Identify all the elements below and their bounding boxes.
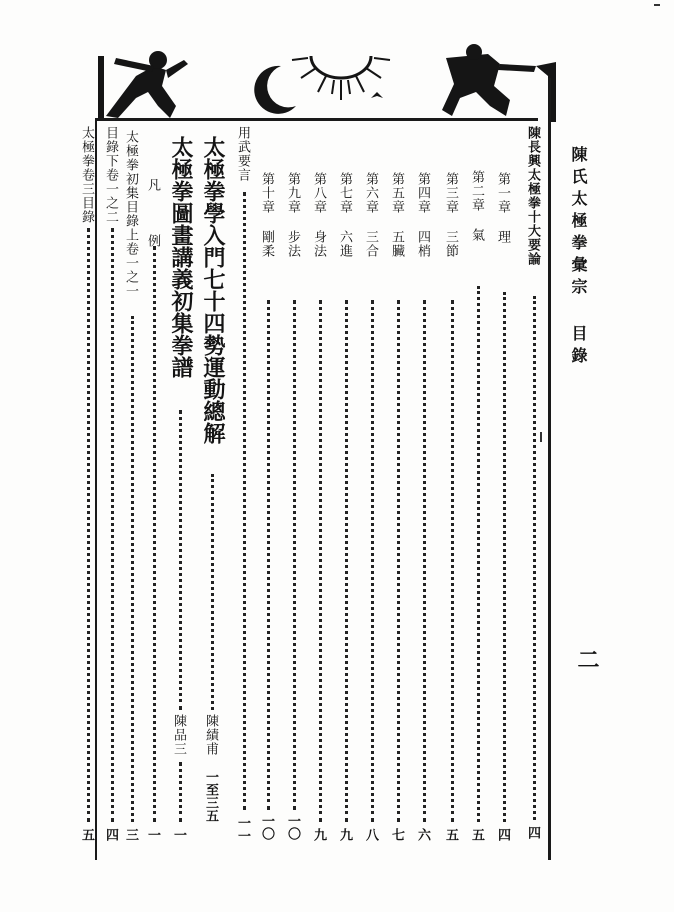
toc-entry-title[interactable]: 第十章 剛柔: [259, 172, 274, 258]
toc-entry-title[interactable]: 太極拳卷三目錄: [79, 126, 94, 224]
toc-leader-dots: [243, 192, 246, 810]
toc-leader-dots: [179, 410, 182, 710]
toc-entry-title[interactable]: 第一章 理: [495, 172, 510, 244]
toc-leader-dots: [179, 762, 182, 822]
toc-entry-title[interactable]: 目錄下卷一之二: [103, 126, 118, 224]
bird-mark: [371, 92, 383, 98]
toc-entry-title[interactable]: 第二章 氣: [469, 170, 484, 242]
toc-leader-dots: [451, 300, 454, 822]
toc-entry-page: 四: [495, 828, 510, 841]
toc-entry-page: 一至三五: [203, 770, 218, 822]
toc-leader-dots: [503, 292, 506, 822]
toc-entry-title[interactable]: 用武要言: [235, 126, 250, 182]
toc-leader-dots: [319, 300, 322, 822]
toc-entry-title[interactable]: 第三章 三節: [443, 172, 458, 258]
frame-top-rule: [96, 118, 538, 121]
header-illustration: [96, 36, 556, 122]
toc-entry-page: 八: [363, 828, 378, 841]
toc-entry-page: 一: [171, 828, 186, 841]
toc-leader-dots: [397, 300, 400, 822]
martial-artist-figure-right: [442, 44, 556, 122]
toc-entry-page: 三: [123, 828, 138, 841]
toc-leader-dots: [267, 300, 270, 810]
scan-speck: [654, 4, 660, 6]
toc-leader-dots: [211, 474, 214, 710]
toc-entry-author: 陳品三: [171, 714, 186, 756]
toc-entry-page: 一〇: [285, 814, 300, 840]
toc-entry-title[interactable]: 第七章 六進: [337, 172, 352, 258]
toc-leader-dots: [533, 296, 536, 820]
toc-entry-page: 六: [415, 828, 430, 841]
toc-entry-page: 九: [311, 828, 326, 841]
toc-entry-author: 陳績甫: [203, 714, 218, 756]
toc-entry-title[interactable]: 太極拳圖畫講義初集拳譜: [168, 136, 194, 378]
page-number: 二: [574, 648, 600, 670]
toc-leader-dots: [111, 228, 114, 822]
toc-entry-page: 五: [469, 828, 484, 841]
toc-entry-title[interactable]: 凡 例: [145, 178, 160, 261]
toc-entry-page: 七: [389, 828, 404, 841]
toc-entry-title[interactable]: 太極拳初集目錄上卷一之一: [123, 130, 138, 298]
toc-entry-page: 五: [443, 828, 458, 841]
crescent-moon: [254, 66, 296, 114]
toc-entry-page: 一〇: [259, 814, 274, 840]
toc-leader-dots: [131, 316, 134, 822]
toc-entry-title[interactable]: 第八章 身法: [311, 172, 326, 258]
scan-speck: [540, 432, 542, 442]
toc-entry-title[interactable]: 陳長興太極拳十大要論: [525, 126, 540, 266]
toc-leader-dots: [293, 300, 296, 810]
frame-right-rule: [548, 78, 551, 860]
toc-leader-dots: [477, 286, 480, 822]
toc-entry-page: 九: [337, 828, 352, 841]
toc-leader-dots: [87, 228, 90, 822]
toc-entry-title[interactable]: 第四章 四梢: [415, 172, 430, 258]
toc-leader-dots: [423, 300, 426, 822]
sun-with-rays: [292, 56, 390, 100]
martial-artist-figure-left: [98, 51, 188, 118]
toc-entry-page: 四: [525, 826, 540, 839]
running-head: 陳氏太極拳彙宗 目錄: [569, 146, 588, 369]
toc-leader-dots: [371, 300, 374, 822]
toc-entry-title[interactable]: 第九章 步法: [285, 172, 300, 258]
toc-entry-page: 一一: [235, 816, 250, 842]
toc-leader-dots: [153, 246, 156, 822]
toc-entry-title[interactable]: 第五章 五臟: [389, 172, 404, 258]
frame-left-rule: [95, 118, 97, 860]
toc-leader-dots: [345, 300, 348, 822]
toc-entry-page: 一: [145, 828, 160, 841]
toc-entry-title[interactable]: 太極拳學入門七十四勢運動總解: [200, 136, 226, 444]
toc-entry-page: 五: [79, 828, 94, 841]
toc-entry-title[interactable]: 第六章 三合: [363, 172, 378, 258]
toc-entry-page: 四: [103, 828, 118, 841]
